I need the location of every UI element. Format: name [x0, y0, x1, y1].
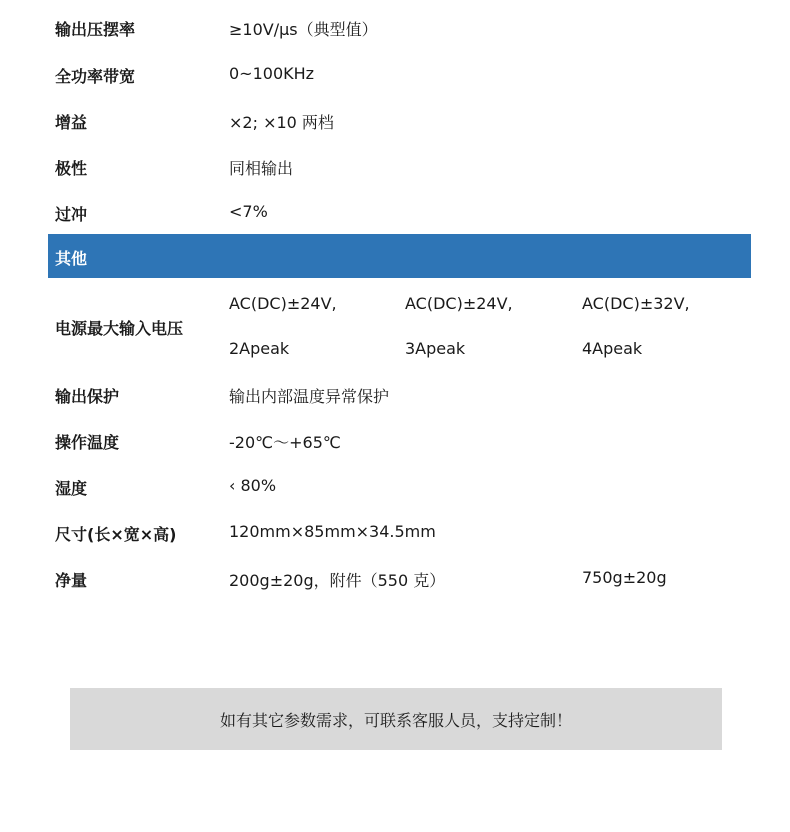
spec-row-power-input	[48, 294, 751, 364]
spec-value-col3: 750g±20g	[582, 568, 667, 587]
spec-value-col3-line2: 4Apeak	[582, 339, 643, 358]
spec-value: <7%	[229, 202, 268, 221]
spec-label: 湿度	[55, 479, 88, 498]
spec-value: 输出内部温度异常保护	[229, 387, 390, 406]
spec-label: 全功率带宽	[55, 67, 136, 86]
spec-label: 输出压摆率	[55, 20, 136, 39]
spec-value: -20℃～+65℃	[229, 433, 341, 452]
spec-value: ×2; ×10 两档	[229, 113, 334, 132]
customization-note-banner	[70, 688, 722, 750]
spec-value: 200g±20g，附件（550 克）	[229, 571, 446, 590]
spec-label: 过冲	[55, 205, 88, 224]
customization-note-text: 如有其它参数需求，可联系客服人员，支持定制！	[219, 710, 572, 730]
spec-value: ‹ 80%	[229, 476, 277, 495]
section-title: 其他	[55, 249, 88, 268]
spec-label: 电源最大输入电压	[55, 319, 184, 338]
spec-value-col1-line1: AC(DC)±24V,	[229, 294, 337, 313]
spec-value: 120mm×85mm×34.5mm	[229, 522, 436, 541]
spec-label: 输出保护	[55, 387, 120, 406]
section-header-other	[48, 234, 751, 278]
spec-label: 操作温度	[55, 433, 120, 452]
spec-value-col3-line1: AC(DC)±32V,	[582, 294, 690, 313]
spec-label: 净量	[55, 571, 88, 590]
spec-label: 尺寸(长×宽×高)	[55, 525, 177, 544]
spec-value: 同相输出	[229, 159, 294, 178]
spec-label: 极性	[55, 159, 88, 178]
spec-label: 增益	[55, 113, 88, 132]
spec-value-col2-line2: 3Apeak	[405, 339, 466, 358]
spec-value-col1-line2: 2Apeak	[229, 339, 290, 358]
spec-value-col2-line1: AC(DC)±24V,	[405, 294, 513, 313]
spec-value: 0~100KHz	[229, 64, 315, 83]
spec-value: ≥10V/μs（典型值）	[229, 20, 378, 39]
